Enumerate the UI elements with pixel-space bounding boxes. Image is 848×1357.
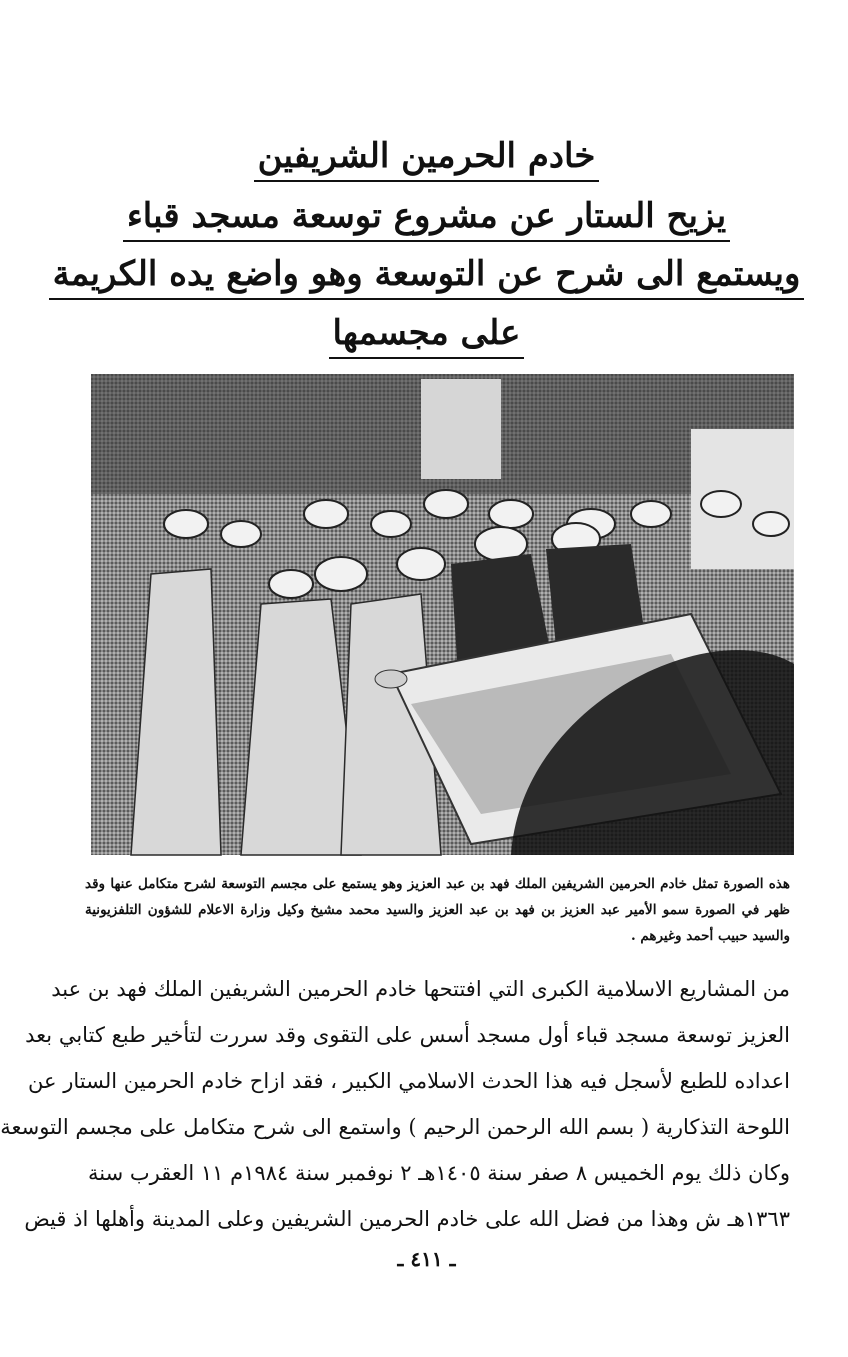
photo-caption: هذه الصورة تمثل خادم الحرمين الشريفين الملك فهد بن عبد العزيز وهو يستمع على مجسم التوسعة لشرح متكامل عنها وقد ظهر في الصورة سمو الأمير عبد العزيز بن فهد بن عبد العزيز والسيد محمد مشيخ وكيل وزارة الاعلام للشؤون التلفزيونية والسيد حبيب أحمد وغيرهم . bbox=[85, 876, 790, 944]
headline-text-4: على مجسمها bbox=[329, 312, 525, 359]
body-line: العزيز توسعة مسجد قباء أول مسجد أسس على التقوى وقد سررت لتأخير طبع كتابي بعد bbox=[25, 1023, 790, 1047]
body-line: من المشاريع الاسلامية الكبرى التي افتتحها خادم الحرمين الشريفين الملك فهد بن عبد bbox=[51, 977, 790, 1001]
headline-line-4 bbox=[5, 312, 848, 359]
headline-text-1: خادم الحرمين الشريفين bbox=[254, 135, 600, 182]
news-photo bbox=[91, 374, 794, 855]
body-line: اعداده للطبع لأسجل فيه هذا الحدث الاسلامي الكبير ، فقد ازاح خادم الحرمين الستار عن bbox=[28, 1069, 790, 1093]
body-line: ١٣٦٣هـ ش وهذا من فضل الله على خادم الحرمين الشريفين وعلى المدينة وأهلها اذ قيض bbox=[24, 1207, 790, 1231]
headline-line-3 bbox=[5, 253, 848, 300]
page-number: ـ ٤١١ ـ bbox=[397, 1247, 456, 1271]
headline-text-2: يزيح الستار عن مشروع توسعة مسجد قباء bbox=[123, 195, 730, 242]
body-paragraph bbox=[0, 966, 790, 1242]
body-line: وكان ذلك يوم الخميس ٨ صفر سنة ١٤٠٥هـ ٢ نوفمبر سنة ١٩٨٤م ١١ العقرب سنة bbox=[88, 1161, 790, 1185]
headline-text-3: ويستمع الى شرح عن التوسعة وهو واضع يده الكريمة bbox=[49, 253, 805, 300]
photo-icon bbox=[91, 374, 794, 855]
headline-line-2 bbox=[5, 195, 848, 242]
body-line: اللوحة التذكارية ( بسم الله الرحمن الرحيم ) واستمع الى شرح متكامل على مجسم التوسعة bbox=[0, 1115, 790, 1139]
headline-line-1 bbox=[5, 135, 848, 182]
